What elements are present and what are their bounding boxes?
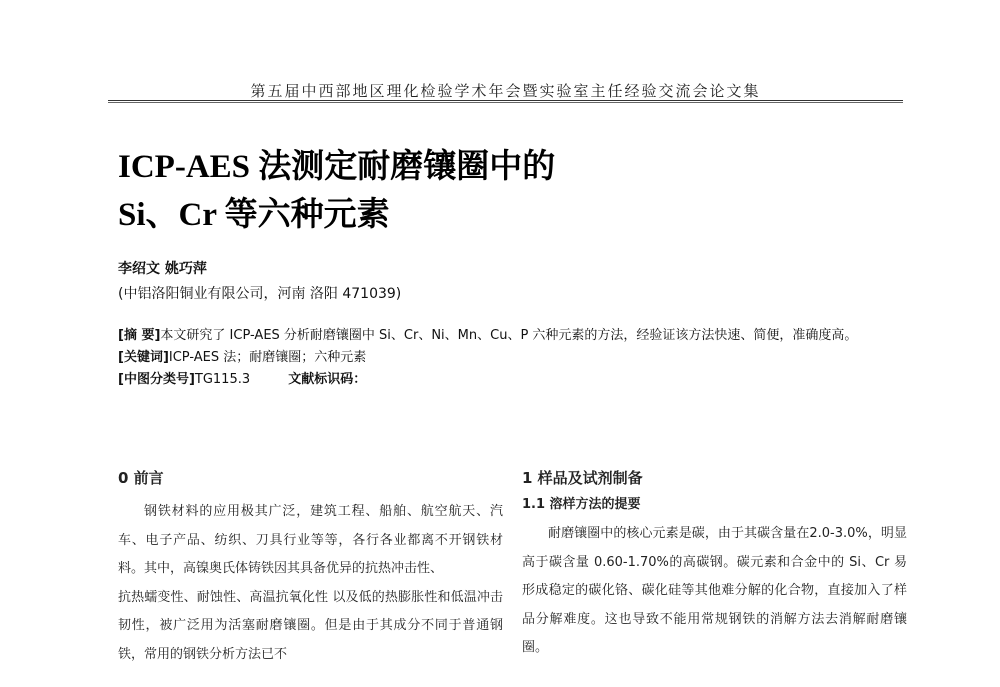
header-rule [108,100,903,103]
running-head: 第五届中西部地区理化检验学术年会暨实验室主任经验交流会论文集 [250,82,761,100]
keywords-label: [关键词] [118,350,169,365]
section-heading-samples: 1 样品及试剂制备 [522,469,643,487]
keywords [118,347,908,369]
preface-paragraph: 钢铁材料的应用极其广泛，建筑工程、船舶、航空航天、汽车、电子产品、纺织、刀具行业等等，各行各业都离不开钢铁材料。其中，高镍奥氏体铸铁因其具备优异的抗热冲击性、 [118,504,503,576]
keywords-text: ICP-AES 法；耐磨镶圈；六种元素 [168,350,367,365]
classification-code: TG115.3 [194,372,251,387]
section-heading-preface: 0 前言 [118,469,164,487]
title-line-2: Si、Cr 等六种元素 [118,197,390,233]
abstract [118,325,908,347]
dissolution-paragraph: 耐磨镶圈中的核心元素是碳，由于其碳含量在2.0-3.0%，明显高于碳含量 0.60-1.70%的高碳钢。碳元素和合金中的 Si、Cr 易形成稳定的碳化铬、碳化硅等其他难分解的化合物，直接加入了样品分解难度。这也导致不能用常规钢铁的消解方法去消解耐磨镶圈。 [522,526,907,655]
subsection-heading-dissolution: 1.1 溶样方法的提要 [522,497,641,512]
right-column [522,468,907,663]
classification-label: [中图分类号] [118,372,195,387]
affiliation: (中铝洛阳铜业有限公司，河南 洛阳 471039) [118,286,402,302]
left-column [118,468,503,669]
paper-title [118,143,818,239]
abstract-label: [摘 要] [118,328,161,343]
document-code-label: 文献标识码： [288,372,367,387]
abstract-block [118,325,908,391]
abstract-text: 本文研究了 ICP-AES 分析耐磨镶圈中 Si、Cr、Ni、Mn、Cu、P 六种元素的方法，经验证该方法快速、简便，准确度高。 [160,328,858,343]
title-line-1: ICP-AES 法测定耐磨镶圈中的 [118,149,556,185]
classification [118,369,908,391]
authors: 李绍文 姚巧萍 [118,261,207,277]
preface-paragraph-continued: 抗热蠕变性、耐蚀性、高温抗氧化性 以及低的热膨胀性和低温冲击韧性，被广泛用为活塞耐磨镶圈。但是由于其成分不同于普通钢铁，常用的钢铁分析方法已不 [118,589,503,662]
